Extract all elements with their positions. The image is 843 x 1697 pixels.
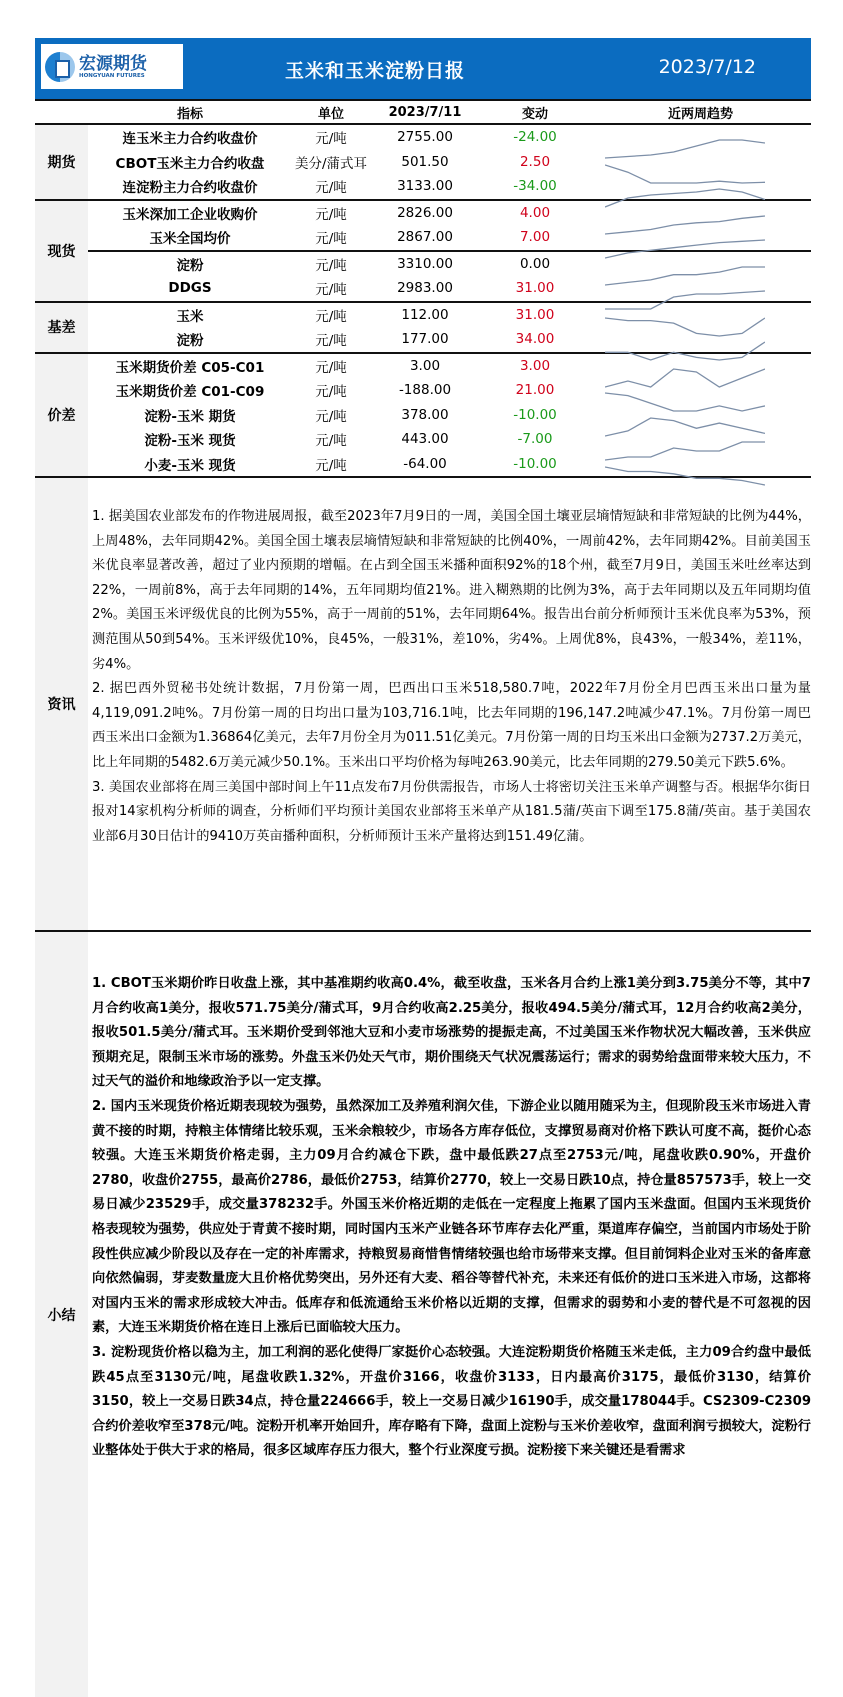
value: 2755.00 [397, 129, 453, 146]
info-section [35, 478, 811, 932]
unit: 元/吨 [315, 282, 347, 299]
category-label: 价差 [35, 354, 88, 477]
sparkline-line [605, 289, 765, 311]
report-date: 2023/7/12 [658, 56, 756, 78]
report-title: 玉米和玉米淀粉日报 [285, 60, 466, 82]
sparkline-line [605, 265, 765, 287]
unit: 元/吨 [315, 257, 347, 274]
col-change: 变动 [521, 106, 548, 122]
data-table [35, 125, 811, 478]
change: 7.00 [519, 229, 551, 246]
change: 0.00 [519, 255, 551, 272]
col-indicator: 指标 [176, 106, 203, 122]
sparkline-line [605, 465, 765, 487]
change: 2.50 [519, 153, 551, 170]
value: 3.00 [409, 357, 441, 374]
value: 501.50 [401, 153, 449, 170]
unit: 元/吨 [315, 457, 347, 474]
summary-paragraph: 3. 淀粉现货价格以稳为主，加工利润的恶化使得厂家挺价心态较强。大连淀粉期货价格随玉米走低，主力09合约盘中最低跌45点至3130元/吨，尾盘收跌1.32%，开盘价3166，收盘价3133，日内最高价3175，最低价3130，结算价3150，较上一交易日跌34点，持仓量224666手，较上一交易日减少16190手，成交量178044手。CS2309-C2309合约价差收窄至378元/吨。淀粉开机率开始回升，库存略有下降，盘面上淀粉与玉米价差收窄，盘面利润亏损较大，淀粉行业整体处于供大于求的格局，很多区域库存压力很大，整个行业深度亏损。淀粉接下来关键还是看需求 [92, 1344, 811, 1459]
unit: 元/吨 [315, 180, 347, 197]
indicator-name: 玉米全国均价 [149, 231, 231, 248]
logo-cn: 宏源期货 [79, 53, 147, 74]
col-date: 2023/7/11 [388, 104, 462, 120]
category-label: 基差 [35, 303, 88, 352]
info-paragraph: 1. 据美国农业部发布的作物进展周报，截至2023年7月9日的一周，美国全国土壤亚层墒情短缺和非常短缺的比例为44%，上周48%，去年同期42%。美国全国土壤表层墒情短缺和非常短缺的比例40%，一周前42%，去年同期42%。目前美国玉米优良率显著改善，超过了业内预期的增幅。在占到全国玉米播种面积92%的18个州，截至7月9日，美国玉米吐丝率达到22%，一周前8%，高于去年同期的14%，五年同期均值21%。进入糊熟期的比例为3%，高于去年同期以及五年同期均值2%。美国玉米评级优良的比例为55%，高于一周前的51%，去年同期64%。报告出台前分析师预计玉米优良率为53%，预测范围从50到54%。玉米评级优10%，良45%，一般31%，差10%，劣4%。上周优8%，良43%，一般34%，差11%，劣4%。 [92, 509, 811, 672]
summary-paragraph: 1. CBOT玉米期价昨日收盘上涨，其中基准期约收高0.4%，截至收盘，玉米各月合约上涨1美分到3.75美分不等，其中7月合约收高1美分，报收571.75美分/蒲式耳，9月合约收高2.25美分，报收494.5美分/蒲式耳，12月合约收高2美分，报收501.5美分/蒲式耳。玉米期价受到邻池大豆和小麦市场涨势的提振走高，不过美国玉米作物状况大幅改善，玉米供应预期充足，限制玉米市场的涨势。外盘玉米仍处天气市，期价围绕天气状况震荡运行；需求的弱势给盘面带来较大压力，不过天气的溢价和地缘政治予以一定支撑。 [92, 976, 811, 1090]
indicator-name: 淀粉-玉米 期货 [144, 408, 236, 425]
change: 21.00 [515, 382, 555, 399]
info-paragraph: 2. 据巴西外贸秘书处统计数据，7月份第一周，巴西出口玉米518,580.7吨，2022年7月份全月巴西玉米出口量为量4,119,091.2吨%。7月份第一周的日均出口量为103,716.1吨，比去年同期的196,147.2吨减少47.1%。7月份第一周巴西玉米出口金额为1.36864亿美元，去年7月份全月为011.51亿美元。7月份第一周的日均玉米出口金额为2737.2万美元，比上年同期的5482.6万美元减少50.1%。玉米出口平均价格为每吨263.90美元，比去年同期的279.50美元下跌5.6%。 [92, 681, 811, 770]
unit: 元/吨 [315, 433, 347, 450]
unit: 元/吨 [315, 231, 347, 248]
change: -7.00 [517, 431, 553, 448]
change: 34.00 [515, 331, 555, 348]
value: 2867.00 [397, 229, 453, 246]
summary-label: 小结 [35, 932, 88, 1697]
col-unit: 单位 [317, 106, 344, 122]
logo-icon [45, 52, 75, 82]
indicator-name: DDGS [168, 280, 212, 297]
value: 112.00 [401, 306, 449, 323]
sparkline-line [605, 391, 765, 413]
change: 3.00 [519, 357, 551, 374]
value: 2983.00 [397, 280, 453, 297]
indicator-name: 玉米深加工企业收购价 [122, 206, 258, 223]
indicator-name: CBOT玉米主力合约收盘 [115, 155, 265, 172]
value: -188.00 [398, 382, 452, 399]
group-3 [35, 354, 811, 479]
table-row [88, 125, 811, 150]
indicator-name: 连玉米主力合约收盘价 [122, 131, 258, 148]
sparkline-line [605, 187, 765, 209]
company-logo [41, 44, 183, 89]
sparkline-line [605, 214, 765, 236]
value: -64.00 [403, 455, 447, 472]
unit: 元/吨 [315, 408, 347, 425]
change: 31.00 [515, 280, 555, 297]
sparkline-line [605, 163, 765, 185]
value: 378.00 [401, 406, 449, 423]
group-0 [35, 125, 811, 201]
report-header [35, 38, 811, 101]
indicator-name: 玉米 [176, 308, 204, 325]
indicator-name: 玉米期货价差 C01-C09 [115, 384, 265, 401]
sparkline-line [605, 238, 765, 260]
unit: 美分/蒲式耳 [294, 155, 368, 172]
value: 3133.00 [397, 178, 453, 195]
change: -10.00 [513, 455, 557, 472]
change: -24.00 [513, 129, 557, 146]
change: 4.00 [519, 204, 551, 221]
category-label: 现货 [35, 201, 88, 301]
change: -10.00 [513, 406, 557, 423]
col-trend: 近两周趋势 [667, 106, 733, 122]
unit: 元/吨 [315, 359, 347, 376]
info-paragraph: 3. 美国农业部将在周三美国中部时间上午11点发布7月份供需报告，市场人士将密切关注玉米单产调整与否。根据华尔街日报对14家机构分析师的调查，分析师们平均预计美国农业部将玉米单产从181.5蒲/英亩下调至175.8蒲/英亩。基于美国农业部6月30日估计的9410万英亩播种面积，分析师预计玉米产量将达到151.49亿蒲。 [92, 779, 811, 844]
logo-en: HONGYUAN FUTURES [79, 72, 145, 79]
info-text [88, 478, 811, 930]
indicator-name: 玉米期货价差 C05-C01 [115, 359, 265, 376]
unit: 元/吨 [315, 206, 347, 223]
unit: 元/吨 [315, 333, 347, 350]
sparkline-line [605, 316, 765, 338]
sparkline-line [605, 138, 765, 160]
indicator-name: 小麦-玉米 现货 [144, 457, 236, 474]
indicator-name: 淀粉-玉米 现货 [144, 433, 236, 450]
sparkline-line [605, 340, 765, 362]
summary-text [88, 932, 811, 1697]
unit: 元/吨 [315, 131, 347, 148]
change: -34.00 [513, 178, 557, 195]
summary-paragraph: 2. 国内玉米现货价格近期表现较为强势，虽然深加工及养殖利润欠佳，下游企业以随用随采为主，但现阶段玉米市场进入青黄不接的时期，持粮主体情绪比较乐观，玉米余粮较少，市场各方库存低位，支撑贸易商对价格下跌认可度不高，挺价心态较强。大连玉米期货价格走弱，主力09月合约减仓下跌，盘中最低跌27点至2753元/吨，尾盘收跌0.90%，开盘价2780，收盘价2755，最高价2786，最低价2753，结算价2770，较上一交易日跌10点，持仓量857573手，较上一交易日减少23529手，成交量378232手。外国玉米价格近期的走低在一定程度上拖累了国内玉米盘面。但国内玉米现货价格表现较为强势，供应处于青黄不接时期，同时国内玉米产业链各环节库存去化严重，渠道库存偏空，当前国内市场处于阶段性供应减少阶段以及存在一定的补库需求，持粮贸易商惜售情绪较强也给市场带来支撑。但目前饲料企业对玉米的备库意向依然偏弱，芽麦数量庞大且价格优势突出，另外还有大麦、稻谷等替代补充，未来还有低价的进口玉米进入市场，这都将对国内玉米的需求形成较大冲击。低库存和低流通给玉米价格以近期的支撑，但需求的弱势和小麦的替代是不可忽视的因素，大连玉米期货价格在连日上涨后已面临较大压力。 [92, 1098, 811, 1336]
summary-section [35, 932, 811, 1697]
value: 2826.00 [397, 204, 453, 221]
value: 443.00 [401, 431, 449, 448]
indicator-name: 连淀粉主力合约收盘价 [122, 180, 258, 197]
group-1 [35, 201, 811, 303]
value: 3310.00 [397, 255, 453, 272]
change: 31.00 [515, 306, 555, 323]
category-label: 期货 [35, 125, 88, 199]
unit: 元/吨 [315, 384, 347, 401]
info-label: 资讯 [35, 478, 88, 930]
unit: 元/吨 [315, 308, 347, 325]
sparkline-line [605, 440, 765, 462]
table-header [35, 101, 811, 125]
indicator-name: 淀粉 [176, 257, 204, 274]
sparkline-line [605, 416, 765, 438]
value: 177.00 [401, 331, 449, 348]
indicator-name: 淀粉 [176, 333, 204, 350]
sparkline-line [605, 367, 765, 389]
daily-report [35, 38, 811, 1697]
